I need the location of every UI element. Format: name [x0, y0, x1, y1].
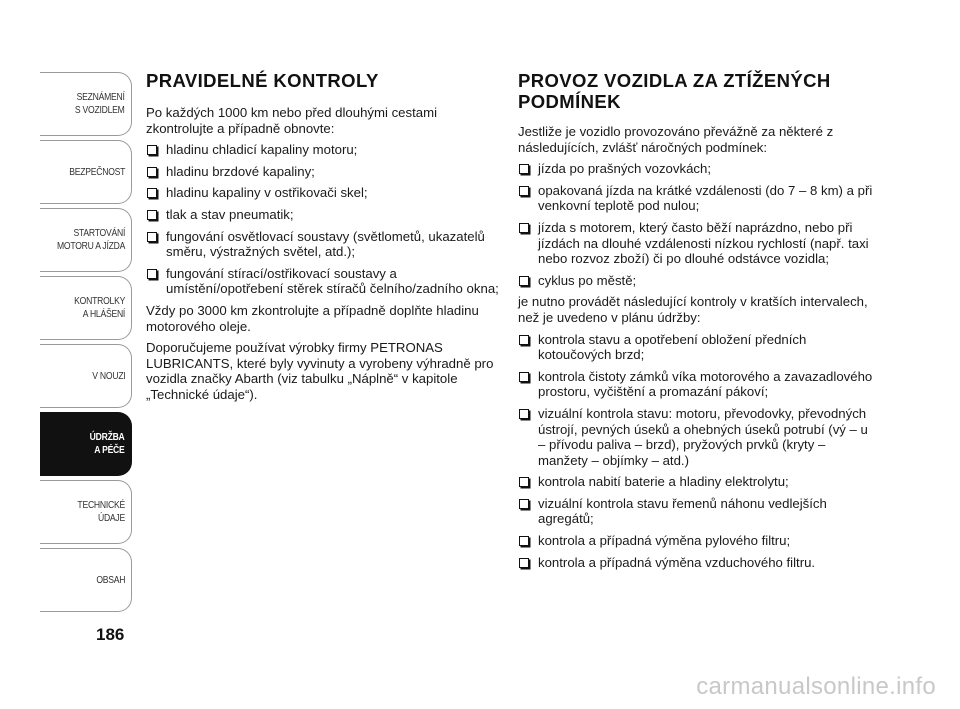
checkbox-bullet-icon [519, 536, 529, 546]
tab-kontrolky[interactable] [40, 276, 132, 340]
recommendation-text: Doporučujeme používat výrobky firmy PETRONAS LUBRICANTS, které byly vyvinuty a vyrobeny výhradně pro vozidla značky Abarth (viz tabulku „Náplně“ v kapitole „Technické údaje“). [146, 340, 494, 402]
page-number: 186 [96, 625, 125, 644]
list-item: vizuální kontrola stavu: motoru, převodovky, převodných ústrojí, pevných úseků a ohebných úseků potrubí (vý – u – přívodu paliva – brzd), pryžových prvků (kryty – manžety – objímky – atd.) [518, 406, 878, 468]
tab-label: SEZNÁMENÍ S VOZIDLEM [75, 91, 125, 116]
list-item: fungování stírací/ostřikovací soustavy a umístění/opotřebení stěrek stíračů čelního/zadního okna; [146, 266, 501, 297]
list-item: hladinu chladicí kapaliny motoru; [146, 142, 501, 158]
checkbox-bullet-icon [147, 269, 157, 279]
list-item: kontrola stavu a opotřebení obložení předních kotoučových brzd; [518, 332, 878, 363]
list-item: tlak a stav pneumatik; [146, 207, 501, 223]
tab-v-nouzi[interactable] [40, 344, 132, 408]
left-column [146, 70, 501, 409]
list-item: hladinu kapaliny v ostřikovači skel; [146, 185, 501, 201]
section-title: PRAVIDELNÉ KONTROLY [146, 70, 379, 91]
tab-label: ÚDRŽBA A PÉČE [90, 431, 125, 456]
checkbox-bullet-icon [519, 499, 529, 509]
tab-label: KONTROLKY A HLÁŠENÍ [74, 295, 125, 320]
checkbox-bullet-icon [147, 167, 157, 177]
conditions-list [518, 161, 878, 288]
checkbox-bullet-icon [519, 223, 529, 233]
list-item: jízda s motorem, který často běží naprázdno, nebo při jízdách na dlouhé vzdálenosti nízkou rychlostí (např. taxi nebo rozvoz zboží) či po dlouhé odstávce vozidla; [518, 220, 878, 267]
tab-label: V NOUZI [91, 369, 125, 382]
middle-text: je nutno provádět následující kontroly v kratších intervalech, než je uvedeno v plánu údržby: [518, 294, 868, 325]
checkbox-bullet-icon [519, 558, 529, 568]
tab-label: BEZPEČNOST [69, 165, 125, 178]
list-item: kontrola čistoty zámků víka motorového a zavazadlového prostoru, vyčištění a promazání pákoví; [518, 369, 878, 400]
section-title: PROVOZ VOZIDLA ZA ZTÍŽENÝCH PODMÍNEK [518, 70, 831, 112]
checkbox-bullet-icon [147, 145, 157, 155]
list-item: fungování osvětlovací soustavy (světlometů, ukazatelů směru, výstražných světel, atd.); [146, 229, 501, 260]
tab-startovani[interactable] [40, 208, 132, 272]
tab-label: TECHNICKÉ ÚDAJE [77, 499, 125, 524]
checkbox-bullet-icon [147, 210, 157, 220]
right-column [518, 70, 878, 576]
checkbox-bullet-icon [519, 409, 529, 419]
tab-udrzba-active[interactable] [40, 412, 132, 476]
check-list [146, 142, 501, 297]
tab-label: OBSAH [96, 573, 125, 586]
list-item: kontrola a případná výměna pylového filtru; [518, 533, 878, 549]
watermark: carmanualsonline.info [696, 673, 936, 700]
checkbox-bullet-icon [147, 188, 157, 198]
tab-technicke-udaje[interactable] [40, 480, 132, 544]
tab-obsah[interactable] [40, 548, 132, 612]
tab-seznameni[interactable] [40, 72, 132, 136]
checkbox-bullet-icon [519, 164, 529, 174]
tab-bezpecnost[interactable] [40, 140, 132, 204]
checkbox-bullet-icon [519, 276, 529, 286]
intro-text: Po každých 1000 km nebo před dlouhými cestami zkontrolujte a případně obnovte: [146, 105, 438, 136]
tab-label: STARTOVÁNÍ MOTORU A JÍZDA [56, 227, 125, 252]
checkbox-bullet-icon [519, 186, 529, 196]
list-item: jízda po prašných vozovkách; [518, 161, 878, 177]
oil-check-text: Vždy po 3000 km zkontrolujte a případně doplňte hladinu motorového oleje. [146, 302, 479, 334]
list-item: opakovaná jízda na krátké vzdálenosti (do 7 – 8 km) a při venkovní teplotě pod nulou; [518, 183, 878, 214]
checks-list [518, 332, 878, 571]
checkbox-bullet-icon [519, 477, 529, 487]
checkbox-bullet-icon [519, 372, 529, 382]
checkbox-bullet-icon [147, 232, 157, 242]
list-item: hladinu brzdové kapaliny; [146, 164, 501, 180]
list-item: kontrola nabití baterie a hladiny elektrolytu; [518, 474, 878, 490]
intro-text: Jestliže je vozidlo provozováno převážně za některé z následujících, zvlášť náročných podmínek: [518, 124, 834, 155]
list-item: vizuální kontrola stavu řemenů náhonu vedlejších agregátů; [518, 496, 878, 527]
list-item: cyklus po městě; [518, 273, 878, 289]
checkbox-bullet-icon [519, 335, 529, 345]
list-item: kontrola a případná výměna vzduchového filtru. [518, 555, 878, 571]
